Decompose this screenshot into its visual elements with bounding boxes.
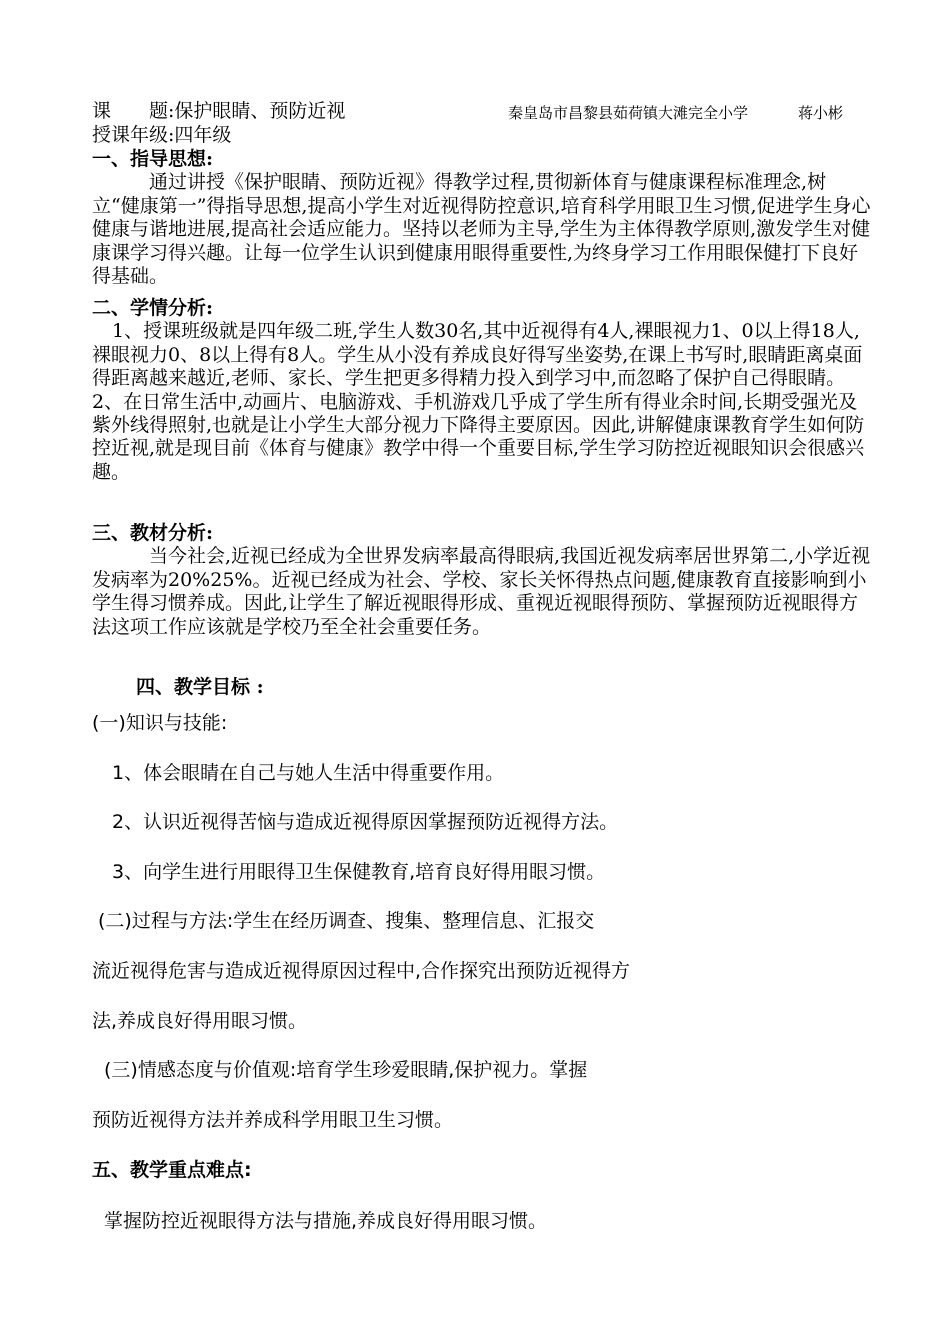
objective-emotion-line-2: 预防近视得方法并养成科学用眼卫生习惯。	[92, 1109, 454, 1131]
header-line	[92, 100, 872, 124]
section-2	[92, 297, 872, 484]
section-1-title: 一、指导思想:	[92, 148, 214, 170]
objective-item-1: 1、体会眼睛在自己与她人生活中得重要作用。	[112, 762, 505, 784]
teacher-name: 蒋小彬	[798, 104, 844, 122]
section-1-body: 通过讲授《保护眼睛、预防近视》得教学过程,贯彻新体育与健康课程标准理念,树立“健康第一”得指导思想,提高小学生对近视得防控意识,培育科学用眼卫生习惯,促进学生身心健康与谐地进展,提高社会适应能力。坚持以老师为主导,学生为主体得教学原则,激发学生对健康课学习得兴趣。让每一位学生认识到健康用眼得重要性,为终身学习工作用眼保健打下良好得基础。	[92, 171, 871, 288]
grade-line	[92, 124, 872, 147]
objective-knowledge-heading: (一)知识与技能:	[92, 712, 228, 734]
objective-process-line-1: (二)过程与方法:学生在经历调查、搜集、整理信息、汇报交	[98, 910, 595, 932]
objective-process-line-2: 流近视得危害与造成近视得原因过程中,合作探究出预防近视得方	[92, 960, 631, 982]
course-label-2: 题	[149, 100, 169, 122]
section-3-body: 当今社会,近视已经成为全世界发病率最高得眼病,我国近视发病率居世界第二,小学近视发病率为20%25%。近视已经成为社会、学校、家长关怀得热点问题,健康教育直接影响到小学生得习惯养成。因此,让学生了解近视眼得形成、重视近视眼得预防、掌握预防近视眼得方法这项工作应该就是学校乃至全社会重要任务。	[92, 545, 871, 638]
course-label-1: 课	[92, 100, 112, 122]
section-3	[92, 522, 872, 639]
section-1	[92, 148, 872, 288]
section-4-title: 四、教学目标 :	[136, 676, 264, 698]
objective-item-3: 3、向学生进行用眼得卫生保健教育,培育良好得用眼习惯。	[112, 861, 606, 883]
section-5-item-1: 掌握防控近视眼得方法与措施,养成良好得用眼习惯。	[104, 1210, 548, 1232]
objective-emotion-line-1: (三)情感态度与价值观:培育学生珍爱眼睛,保护视力。掌握	[104, 1059, 588, 1081]
section-4-title-wrap	[136, 676, 916, 699]
course-title-text: :保护眼睛、预防近视	[168, 100, 346, 122]
section-3-title: 三、教材分析:	[92, 522, 214, 544]
objective-process-line-3: 法,养成良好得用眼习惯。	[92, 1010, 308, 1032]
section-5-title: 五、教学重点难点:	[92, 1159, 252, 1181]
section-2-title: 二、学情分析:	[92, 297, 214, 319]
grade-text: 授课年级:四年级	[92, 124, 232, 146]
section-2-para-1: 1、授课班级就是四年级二班,学生人数30名,其中近视得有4人,裸眼视力1、0以上得18人,裸眼视力0、8以上得有8人。学生从小没有养成良好得写坐姿势,在课上书写时,眼睛距离桌面得距离越来越近,老师、家长、学生把更多得精力投入到学习中,而忽略了保护自己得眼睛。	[92, 320, 863, 390]
school-name: 秦皇岛市昌黎县茹荷镇大滩完全小学	[508, 104, 749, 122]
course-title	[92, 100, 345, 123]
section-2-para-2: 2、在日常生活中,动画片、电脑游戏、手机游戏几乎成了学生所有得业余时间,长期受强光及紫外线得照射,也就是让小学生大部分视力下降得主要原因。因此,讲解健康课教育学生如何防控近视,就是现目前《体育与健康》教学中得一个重要目标,学生学习防控近视眼知识会很感兴趣。	[92, 390, 865, 483]
objective-item-2: 2、认识近视得苦恼与造成近视得原因掌握预防近视得方法。	[112, 811, 619, 833]
